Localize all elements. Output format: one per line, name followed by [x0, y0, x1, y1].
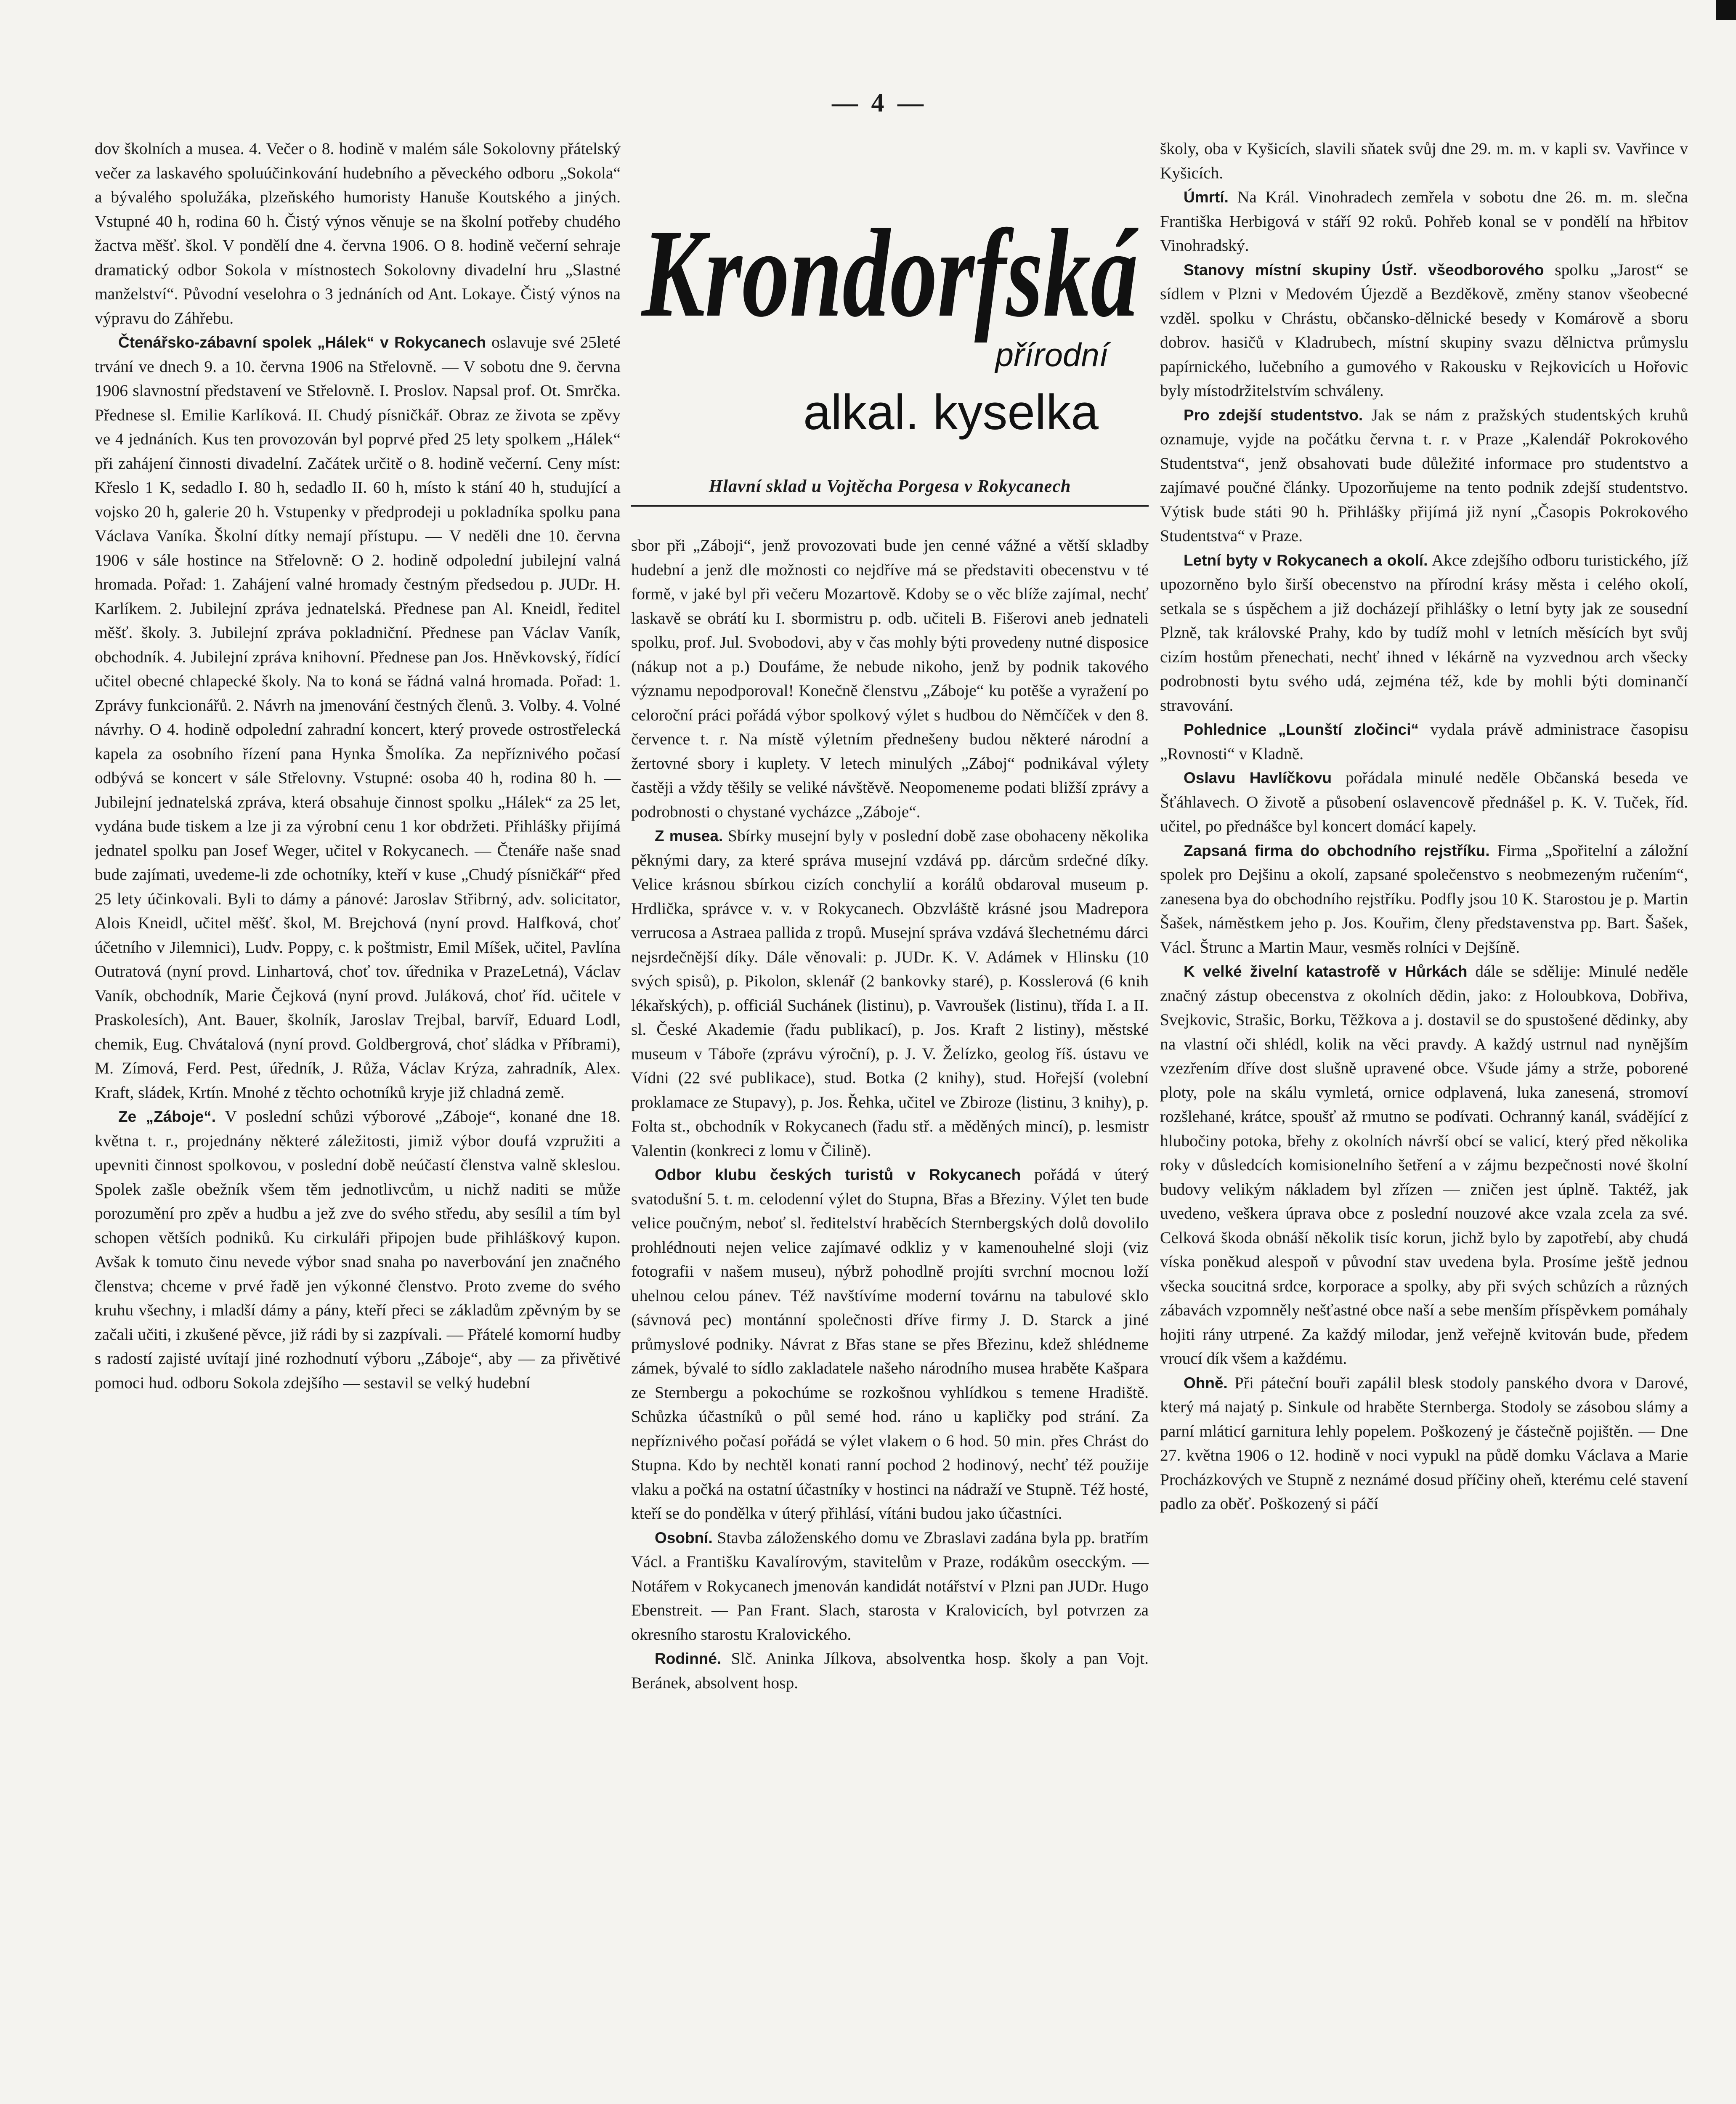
article-text: pořádala minulé neděle Občanská beseda ve Šťáhlavech. O životě a působení oslavencově přednášel p. K. V. Tuček, říd. učitel, po přednášce byl koncert domácí kapely.	[1160, 768, 1688, 835]
article-text: vydala právě administrace časopisu „Rovnosti“ v Kladně.	[1160, 720, 1688, 763]
article-text: dov školních a musea. 4. Večer o 8. hodině v malém sále Sokolovny přátelský večer za laskavého spoluúčinkování hudebního a pěveckého odboru „Sokola“ a bývalého spolužáka, plzeňského humoristy Hanuše Koutského a jiných. Vstupné 40 h, rodina 60 h. Čistý výnos věnuje se na školní potřeby chudého žactva měšť. škol. V pondělí dne 4. června 1906. O 8. hodině večerní sehraje dramatický odbor Sokola v místnostech Sokolovny divadelní hru „Slastné manželství“. Původní veselohra o 3 jednáních od Ant. Lokaye. Čistý výnos na výpravu do Záhřebu.	[95, 139, 621, 327]
article-paragraph	[1160, 717, 1688, 766]
article-text: školy, oba v Kyšicích, slavili sňatek svůj dne 29. m. m. v kapli sv. Vavřince v Kyšicích.	[1160, 139, 1688, 182]
article-text: Jak se nám z pražských studentských kruhů oznamuje, vyjde na počátku června t. r. v Praze „Kalendář Pokrokového Studentstva“, jenž obsahovati bude důležité informace pro studentstvo a zajímavé poučné články. Upozorňujeme na tento podnik zdejší studentstvo. Výtisk bude státi 90 h. Přihlášky přijímá již nyní „Časopis Pokrokového Studentstva“ v Praze.	[1160, 405, 1688, 545]
article-paragraph	[631, 1526, 1149, 1647]
article-text: sbor při „Záboji“, jenž provozovati bude jen cenné vážné a větší skladby hudební a jenž dle možnosti co nejdříve má se představiti obecenstvu v té formě, v jaké byl při večeru Mozartově. Kdoby se o věc blíže zajímal, nechť laskavě se obrátí ku I. sbormistru p. odb. učiteli B. Fišerovi aneb jednateli spolku, prof. Jul. Svobodovi, aby v čas mohly býti provedeny nutné disposice (nákup not a p.) Doufáme, že nebude nikoho, jenž by podnik takového významu nepodporoval! Konečně členstvu „Záboje“ ku potěše a vyražení po celoroční práci pořádá výbor spolkový výlet s hudbou do Němčíček v den 8. července t. r. Na místě výletním přednešeny budou některé národní a žertovné sbory i kuplety. V letech minulých „Záboj“ podnikával výlety častěji a vždy těšily se veliké návštěvě. Neopomeneme podati bližší zprávy a podrobnosti o chystané vycházce „Záboje“.	[631, 536, 1149, 821]
krondorf-logo	[631, 135, 1149, 471]
article-text: dále se sdělije: Minulé neděle značný zástup obecenstva z okolních dědin, jako: z Holoubkova, Dobřiva, Svejkovic, Strašic, Borku, Těžkova a j. dostavil se do spustošené dědinky, aby na vlastní oči shlédl, kolik na věci pravdy. A každý ustrnul nad nynějším vzezřením dříve dost slušně upravené obce. Všude jámy a strže, poborené ploty, pole na skálu vymletá, ornice odplavená, luka zanesená, stromoví rozšlehané, krátce, spoušť až rmutno se podívati. Ochranný kanál, svádějící z hlubočiny potoka, břehy z okolních návrší obcí se valicí, který před několika roky v důsledcích komisionelního šetření a v zájmu bezpečnosti nové školní budovy velikým nákladem byl zřízen — zničen jest úplně. Taktéž, jak uvedeno, veškera úprava obce z poslední nouzové akce vzala zcela za své. Celková škoda obnáší několik tisíc korun, jichž bylo by zapotřebí, aby chudá víska poněkud alespoň v původní stav uvedena byla. Prosíme ještě jednou všecka soucitná srdce, korporace a spolky, aby při svých schůzích a různých zábavách vzpomněly nešťastné obce naší a sebe menším příspěvkem pomáhaly hojiti rány utrpené. Za každý milodar, jenž veřejně kvitován bude, předem vroucí dík všem a každému.	[1160, 962, 1688, 1368]
article-heading: Odbor klubu českých turistů v Rokycanech	[655, 1166, 1021, 1183]
article-paragraph	[1160, 1371, 1688, 1516]
article-paragraph	[631, 1647, 1149, 1695]
advertisement	[631, 135, 1149, 526]
article-heading: K velké živelní katastrofě v Hůrkách	[1184, 963, 1468, 980]
article-heading: Pro zdejší studentstvo.	[1184, 406, 1363, 424]
column-middle	[631, 534, 1149, 2104]
article-paragraph	[95, 137, 621, 330]
article-text: Stavba záloženského domu ve Zbraslavi zadána byla pp. bratřím Václ. a Františku Kavalírovým, stavitelům v Praze, rodákům osecckým. — Notářem v Rokycanech jmenován kandidát notářství v Plzni pan JUDr. Hugo Ebenstreit. — Pan Frant. Slach, starosta v Kralovicích, byl potvrzen za okresního starostu Kralovického.	[631, 1528, 1149, 1644]
article-paragraph	[1160, 959, 1688, 1371]
article-text: Firma „Spořitelní a záložní spolek pro Dejšinu a okolí, zapsané společenstvo s neobmezeným ručením“, zanesena bya do obchodního rejstříku. Podfly jsou 10 K. Starostou je p. Martin Šašek, náměstkem jeho p. Jos. Kouřim, členy představenstva pp. Bart. Šašek, Václ. Štrunc a Martin Maur, vesměs rolníci v Dejšíně.	[1160, 841, 1688, 956]
article-heading: Letní byty v Rokycanech a okolí.	[1184, 551, 1428, 569]
corner-mark	[1716, 0, 1736, 20]
article-heading: Rodinné.	[655, 1650, 722, 1667]
ad-brand: Krondorfská	[640, 203, 1140, 343]
article-heading: Oslavu Havlíčkovu	[1184, 769, 1332, 786]
ad-tagline: Hlavní sklad u Vojtěcha Porgesa v Rokycanech	[709, 477, 1071, 496]
article-text: spolku „Jarost“ se sídlem v Plzni v Medovém Újezdě a Bezděkově, změny stanov všeobecné vzděl. spolku v Chrástu, občansko-dělnické besedy v Komárově a sboru dobrov. hasičů v Kladrubech, místní skupiny svazu dělnictva průmyslu papírnického, lučebního a gumového v Rakousku v Rejkovicích u Hořovic byly místodržitelstvím schváleny.	[1160, 260, 1688, 400]
article-heading: Zapsaná firma do obchodního rejstříku.	[1184, 842, 1490, 859]
article-text: oslavuje své 25leté trvání ve dnech 9. a 10. června 1906 na Střelovně. — V sobotu dne 9. června 1906 slavnostní představení ve Střelovně. I. Proslov. Napsal prof. Ot. Smrčka. Přednese sl. Emilie Karlíková. II. Chudý písničkář. Obraz ze života se zpěvy ve 4 jednáních. Kus ten provozován byl poprvé před 25 lety spolkem „Hálek“ při zahájení činnosti divadelní. Začátek určitě o 8. hodině večerní. Ceny míst: Křeslo 1 K, sedadlo I. 80 h, sedadlo II. 60 h, místo k stání 40 h, studující a vojsko 20 h, galerie 20 h. Vstupenky v předprodeji u pokladníka spolku pana Václava Vaníka. Školní dítky nemají přístupu. — V neděli dne 10. června 1906 v sále hostince na Střelovně: O 2. hodině odpolední jubilejní valná hromada. Pořad: 1. Zahájení valné hromady čestným předsedou p. JUDr. H. Karlíkem. 2. Jubilejní zpráva jednatelská. Přednese pan Al. Kneidl, ředitel měšť. školy. 3. Jubilejní zpráva pokladniční. Přednese pan Václav Vaník, obchodník. 4. Jubilejní zpráva knihovní. Přednese pan Jos. Hněvkovský, řídící učitel obecné chlapecké školy. Na to koná se řádná valná hromada. Pořad: 1. Zprávy funkcionářů. 2. Návrh na jmenování čestných členů. 3. Volby. 4. Volné návrhy. O 4. hodině odpolední zahradní koncert, který provede ostrostřelecká kapela za osobního řízení pana Hynka Šmolíka. Za nepříznivého počasí odbývá se koncert v sále Střelovny. Vstupné: osoba 40 h, rodina 80 h. — Jubilejní jednatelská zpráva, která obsahuje činnost spolku „Hálek“ za 25 let, vydána bude tiskem a lze ji za výrobní cenu 1 kor obdržeti. Přihlášky přijímá jednatel spolku pan Josef Weger, učitel v Rokycanech. — Čtenáře naše snad bude zajímati, uvedeme-li zde ochotníky, kteří v kuse „Chudý písničkář“ před 25 lety účinkovali. Byli to dámy a pánové: Jaroslav Střibrný, adv. solicitator, Alois Kneidl, učitel měšť. škol, M. Brejchová (nyní provd. Halfková, choť účetního v Jilemnici), Ludv. Poppy, c. k poštmistr, Emil Míšek, učitel, Pavlína Outratová (nyní provd. Linhartová, choť tov. úřednika v PrazeLetná), Václav Vaník, obchodník, Marie Čejková (nyní provd. Juláková, choť říd. učitele v Praskolesích), Ant. Bauer, školník, Jaroslav Trejbal, barvíř, Eduard Lodl, chemik, Eug. Chvátalová (nyní provd. Goldbergrová, choť sládka v Příbrami), M. Zímová, Ferd. Pest, úředník, J. Růža, Václav Krýza, zahradník, Alex. Kraft, sládek, Krtín. Mnohé z těchto ochotníků kryje již chladná země.	[95, 333, 621, 1102]
article-paragraph	[1160, 258, 1688, 403]
article-heading: Osobní.	[655, 1529, 713, 1546]
article-heading: Čtenářsko-zábavní spolek „Hálek“ v Rokycanech	[118, 334, 486, 351]
article-paragraph	[631, 534, 1149, 824]
article-paragraph	[1160, 137, 1688, 185]
article-heading: Pohlednice „Lounští zločinci“	[1184, 721, 1419, 738]
ad-sub2: alkal. kyselka	[803, 385, 1099, 440]
article-heading: Stanovy místní skupiny Ústř. všeodborového	[1184, 261, 1544, 279]
article-text: Na Král. Vinohradech zemřela v sobotu dne 26. m. m. slečna Františka Herbigová v stáří 92 roků. Pohřeb konal se v pondělí na hřbitov Vinohradský.	[1160, 188, 1688, 255]
article-paragraph	[631, 1163, 1149, 1526]
article-paragraph	[1160, 403, 1688, 548]
page-number: — 4 —	[832, 89, 927, 117]
article-text: pořádá v úterý svatodušní 5. t. m. celodenní výlet do Stupna, Břas a Březiny. Výlet ten bude velice poučným, neboť sl. ředitelství hraběcích Sternbergských dolů dovolilo prohlédnouti nejen velice zajímavé odkliz y v kamenouhelné sloji (viz fotografii v našem museu), nýbrž pohodlně projíti svrchní mocnou loží uhelnou celou pánev. Též navštívíme moderní továrnu na tabulové sklo (sávnová pec) montánní společnosti dříve firmy J. D. Starck a jiné průmyslové podniky. Návrat z Břas stane se přes Březinu, kdež shlédneme zámek, bývalé to sídlo zakladatele našeho národního musea hraběte Kašpara ze Sternbergu a pokochúme se rozkošnou vyhlídkou s temene Hradiště. Schůzka účastníků o půl semé hod. ráno u kapličky pod strání. Za nepříznivého počasí pořádá se výlet vlakem o 6 hod. 50 min. přes Chrást do Stupna. Kdo by nechtěl konati ranní pochod 2 hodinový, nechť též použije vlaku a počká na ostatní účastníky v hostinci na nádraží ve Stupně. Též hosté, kteří se do pondělka v úterý přihlásí, vítáni budou jako účastníci.	[631, 1165, 1149, 1522]
article-text: Při páteční bouři zapálil blesk stodoly panského dvora v Darové, který má najatý p. Sinkule od hraběte Sternberga. Stodoly se zásobou slámy a parní mláticí garniturа lehly popelem. Poškozený je částečně pojištěn. — Dne 27. května 1906 o 12. hodině v noci vypukl na půdě domku Václava a Marie Procházkových ve Stupně z neznámé dosud příčiny oheň, kterému celé stavení padlo za oběť. Poškozený si páčí	[1160, 1373, 1688, 1513]
article-paragraph	[95, 1105, 621, 1395]
article-paragraph	[1160, 839, 1688, 960]
ad-sub1: přírodní	[995, 336, 1109, 373]
article-text: V poslední schůzi výborové „Záboje“, konané dne 18. května t. r., projednány některé záležitosti, jimiž výbor doufá vzpružiti a upevniti činnost spolkovou, v poslední době neúčastí členstva valně skleslou. Spolek zašle obežník všem těm jednotlivcům, u nichž naditi se může porozumění pro zpěv a hudbu a jež zve do svého středu, aby sesílil a tím byl schopen větších podniků. Ku cirkuláři připojen bude přihláškový kupon. Avšak k tomuto činu nevede výbor snad snaha po naverbování jen značného členstva; chceme v prvé řadě jen výkonné členstvo. Proto zveme do svého kruhu všechny, i mladší dámy a pány, kteří přeci se základům zpěvným by se začali učiti, i zkušené pěvce, již rádi by si zazpívali. — Přátelé komorní hudby s radostí zajisté uvítají jiné rozhodnutí výboru „Záboje“, aby — za přivětivé pomoci hud. odboru Sokola zdejšího — sestavil se velký hudební	[95, 1107, 621, 1392]
article-paragraph	[1160, 185, 1688, 258]
article-heading: Ze „Záboje“.	[118, 1108, 216, 1125]
article-text: Sbírky musejní byly v poslední době zase obohaceny několika pěknými dary, za které správa musejní vzdává pp. dárcům srdečné díky. Velice krásnou sbírkou cizích conchylií a korálů obdaroval museum p. Hrdlička, správce v. v. v Rokycanech. Obzvláště krásné jsou Madrepora verrucosa a Astraea pallida z tropů. Musejní správa vzdává šlechetnému dárci nejsrdečnější díky. Dále věnovali: p. JUDr. K. V. Adámek v Hlinsku (10 svých spisů), p. Pikolon, sklenář (2 bankovky staré), p. Kosslerová (6 knih lékařských), p. officiál Suchánek (listinu), p. Vavroušek (listinu), třída I. a II. sl. České Akademie (řadu publikací), p. Jos. Kraft 2 listiny), městské museum v Táboře (zprávu výroční), p. J. V. Želízko, geolog říš. ústavu ve Vídni (22 své publikace), stud. Botka (2 knihy), stud. Hořejší (volební proklamace ze Stupavy), p. Jos. Řehka, učitel ve Zbiroze (listinu, 3 knihy), p. Folta st., obchodník v Rokycanech (řadu stř. a měděných mincí), p. lesmistr Valentin (konkreci z lomu v Čilině).	[631, 826, 1149, 1160]
ad-divider	[631, 505, 1149, 507]
article-text: Slč. Aninka Jílkova, absolventka hosp. školy a pan Vojt. Beránek, absolvent hosp.	[631, 1649, 1149, 1692]
article-heading: Ohně.	[1184, 1374, 1228, 1392]
article-heading: Úmrtí.	[1184, 189, 1229, 206]
article-heading: Z musea.	[655, 827, 723, 845]
article-paragraph	[1160, 548, 1688, 718]
article-paragraph	[631, 824, 1149, 1163]
column-right	[1160, 137, 1688, 2104]
article-paragraph	[1160, 766, 1688, 839]
article-text: Akce zdejšího odboru turistického, jíž upozorněno bylo širší obecenstvo na přírodní krásy města i celého okolí, setkala se s úspěchem a již docházejí přihlášky o letní byty jak ze sousední Plzně, tak královské Prahy, kdo by tudíž mohl v letních měsících byt svůj cizím hostům přenechati, nechť ihned v lékárně na vyzvednou arch všecky podrobnosti bytu svého udá, zejména též, kde by mohli býti dominančí stravování.	[1160, 550, 1688, 715]
article-paragraph	[95, 330, 621, 1105]
column-left	[95, 137, 621, 2104]
